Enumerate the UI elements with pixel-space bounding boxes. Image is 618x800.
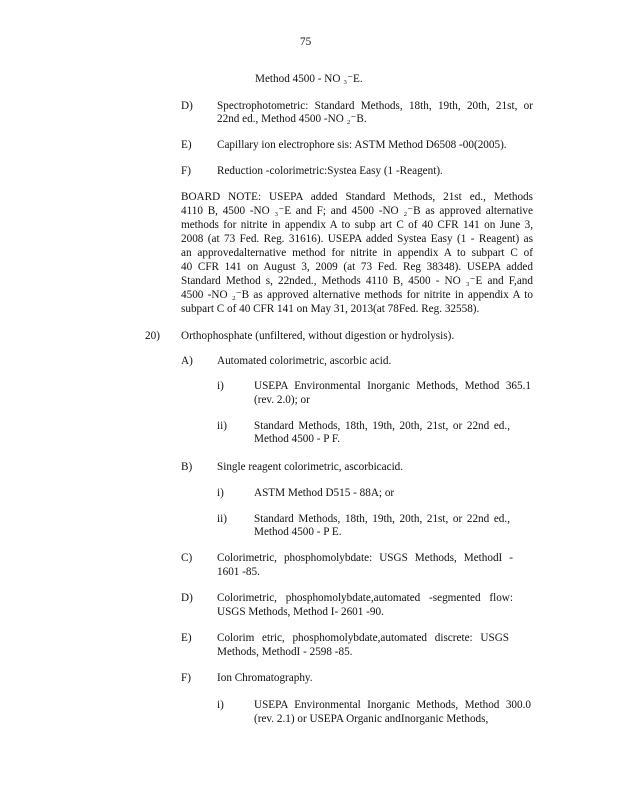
method-nitrate-e: Method 4500 - NO ₃⁻E. xyxy=(255,73,363,85)
board-note-line: 2008 (at 73 Fed. Reg. 31616). USEPA added Systea Easy (1 - Reagent) as xyxy=(181,233,533,245)
sub-a-i-line2: (rev. 2.0); or xyxy=(254,394,310,406)
sub-d-marker: D) xyxy=(181,592,193,604)
sub-b-i-marker: i) xyxy=(217,487,224,499)
sub-b-ii-line1: Standard Methods, 18th, 19th, 20th, 21st, or 22nd ed., xyxy=(254,513,510,525)
item-d-line1: Spectrophotometric: Standard Methods, 18th, 19th, 20th, 21st, or xyxy=(217,100,533,112)
sub-c-line1: Colorimetric, phosphomolybdate: USGS Methods, MethodI - xyxy=(217,552,513,564)
page-number: 75 xyxy=(300,36,312,48)
sub-b-text: Single reagent colorimetric, ascorbicacid. xyxy=(217,461,404,473)
item-f-text: Reduction -colorimetric:Systea Easy (1 -Reagent). xyxy=(217,165,443,177)
sub-a-text: Automated colorimetric, ascorbic acid. xyxy=(217,355,392,367)
board-note-line: 40 CFR 141 on August 3, 2009 (at 73 Fed. Reg 38348). USEPA added xyxy=(181,261,533,273)
board-note-line: an approvedalternative method for nitrite in appendix A to subpart C of xyxy=(181,247,533,259)
sub-d-line2: USGS Methods, Method I- 2601 -90. xyxy=(217,606,384,618)
sub-f-marker: F) xyxy=(181,672,191,684)
sub-d-line1: Colorimetric, phosphomolybdate,automated -segmented flow: xyxy=(217,592,513,604)
board-note-line: 4500 -NO ₂⁻B as approved alternative methods for nitrite in appendix A to xyxy=(181,289,533,301)
sub-a-i-line1: USEPA Environmental Inorganic Methods, Method 365.1 xyxy=(254,380,531,392)
board-note-line: 4110 B, 4500 -NO ₃⁻E and F; and 4500 -NO ₂⁻B as approved alternative xyxy=(181,205,533,217)
sub-a-i-marker: i) xyxy=(217,380,224,392)
sub-c-line2: 1601 -85. xyxy=(217,566,260,578)
sub-b-ii-marker: ii) xyxy=(217,513,227,525)
board-note-line: subpart C of 40 CFR 141 on May 31, 2013(at 78Fed. Reg. 32558). xyxy=(181,303,480,315)
sub-a-ii-line2: Method 4500 - P F. xyxy=(254,433,341,445)
sub-f-i-marker: i) xyxy=(217,699,224,711)
item-20-heading: Orthophosphate (unfiltered, without digestion or hydrolysis). xyxy=(181,330,455,342)
sub-f-i-line1: USEPA Environmental Inorganic Methods, Method 300.0 xyxy=(254,699,531,711)
sub-a-ii-line1: Standard Methods, 18th, 19th, 20th, 21st, or 22nd ed., xyxy=(254,420,510,432)
sub-c-marker: C) xyxy=(181,552,193,564)
sub-e-line2: Methods, MethodI - 2598 -85. xyxy=(217,646,353,658)
sub-f-i-line2: (rev. 2.1) or USEPA Organic andInorganic Methods, xyxy=(254,713,489,725)
item-f-marker: F) xyxy=(181,165,191,177)
sub-a-ii-marker: ii) xyxy=(217,420,227,432)
item-d-line2: 22nd ed., Method 4500 -NO ₂⁻B. xyxy=(217,113,367,125)
item-e-text: Capillary ion electrophore sis: ASTM Method D6508 -00(2005). xyxy=(217,139,507,151)
board-note-line: Standard Method s, 22nded., Methods 4110 B, 4500 - NO ₃⁻E and F,and xyxy=(181,275,533,287)
board-note-line: methods for nitrite in appendix A to subp art C of 40 CFR 141 on June 3, xyxy=(181,219,533,231)
sub-b-i-text: ASTM Method D515 - 88A; or xyxy=(254,487,395,499)
item-20-marker: 20) xyxy=(145,330,160,342)
sub-b-marker: B) xyxy=(181,461,193,473)
sub-b-ii-line2: Method 4500 - P E. xyxy=(254,526,342,538)
sub-e-marker: E) xyxy=(181,632,192,644)
item-d-marker: D) xyxy=(181,100,193,112)
board-note-line: BOARD NOTE: USEPA added Standard Methods, 21st ed., Methods xyxy=(181,191,533,203)
sub-a-marker: A) xyxy=(181,355,193,367)
item-e-marker: E) xyxy=(181,139,192,151)
sub-e-line1: Colorim etric, phosphomolybdate,automated discrete: USGS xyxy=(217,632,509,644)
sub-f-text: Ion Chromatography. xyxy=(217,672,313,684)
